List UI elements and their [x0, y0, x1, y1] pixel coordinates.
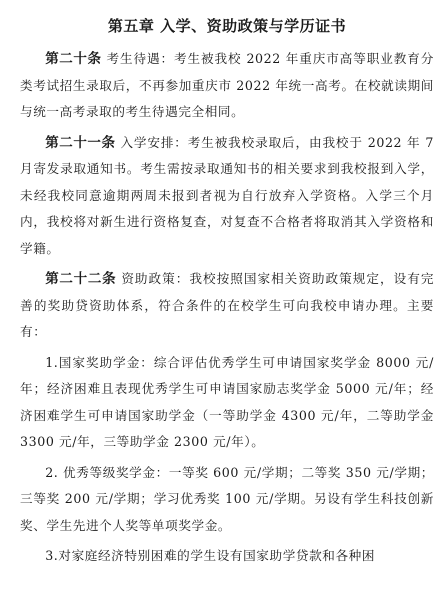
article-21 [20, 130, 434, 263]
article-20 [20, 46, 434, 126]
chapter-title: 第五章 入学、资助政策与学历证书 [107, 17, 347, 35]
article-label: 第二十条 [45, 51, 102, 67]
article-text: 入学安排：考生被我校录取后，由我校于 2022 年 7 月寄发录取通知书。考生需按录取通知书的相关要求到我校报到入学，未经我校同意逾期两周未报到者视为自行放弃入学资格。入学三个月内，我校将对新生进行资格复查，对复查不合格者将取消其入学资格和学籍。 [20, 134, 434, 256]
article-label: 第二十一条 [45, 134, 116, 151]
list-item-scholarship-national: 1.国家奖助学金：综合评估优秀学生可申请国家奖学金 8000 元/年；经济困难且表现优秀学生可申请国家励志奖学金 5000 元/年；经济困难学生可申请国家助学金（一等助学金 4300 元/年，二等助学金 3300 元/年，三等助学金 2300 元/年）。 [20, 354, 434, 449]
article-text: 资助政策：我校按照国家相关资助政策规定，设有完善的奖助贷资助体系，符合条件的在校学生可向我校申请办理。主要有： [20, 271, 435, 339]
article-text: 考生待遇：考生被我校 2022 年重庆市高等职业教育分类考试招生录取后，不再参加重庆市 2022 年统一高考。在校就读期间与统一高考录取的考生待遇完全相同。 [20, 51, 434, 119]
article-label: 第二十二条 [45, 271, 117, 287]
article-22 [20, 266, 434, 346]
list-item-scholarship-merit: 2. 优秀等级奖学金：一等奖 600 元/学期；二等奖 350 元/学期；三等奖 200 元/学期；学习优秀奖 100 元/学期。另设有学生科技创新奖、学生先进个人奖等单项奖学金。 [20, 464, 434, 533]
list-item-loans: 3.对家庭经济特别困难的学生设有国家助学贷款和各种困 [45, 548, 376, 563]
